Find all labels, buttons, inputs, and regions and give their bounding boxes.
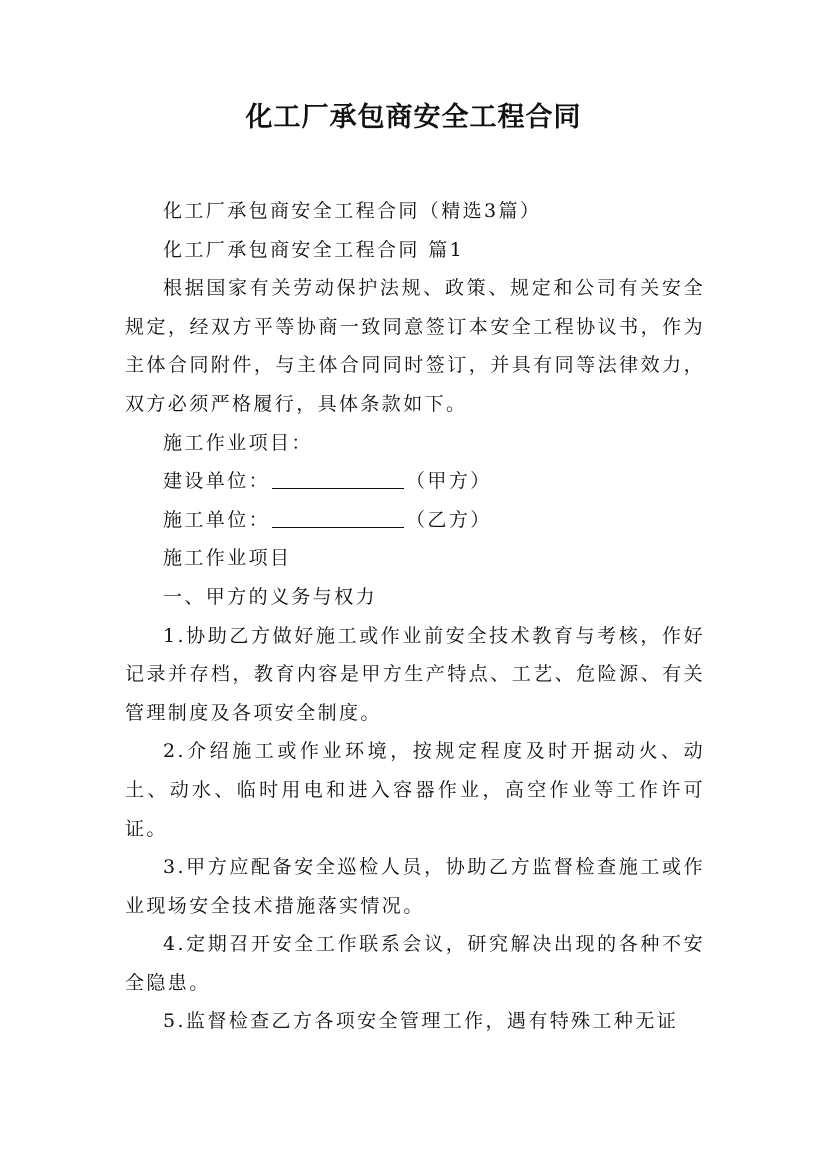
document-body [125,192,705,1041]
clause-3: 3.甲方应配备安全巡检人员，协助乙方监督检查施工或作业现场安全技术措施落实情况。 [125,856,705,917]
contractor-party: （乙方） [406,508,492,531]
clause-1: 1.协助乙方做好施工或作业前安全技术教育与考核，作好记录并存档，教育内容是甲方生产特点、工艺、危险源、有关管理制度及各项安全制度。 [125,624,705,724]
clause-4: 4.定期召开安全工作联系会议，研究解决出现的各种不安全隐患。 [125,933,705,994]
builder-party: （甲方） [406,470,492,493]
document-subtitle: 化工厂承包商安全工程合同（精选3篇） [163,200,542,222]
clause-2: 2.介绍施工或作业环境，按规定程度及时开据动火、动土、动水、临时用电和进入容器作业，高空作业等工作许可证。 [125,740,705,840]
contractor-label: 施工单位： [163,508,271,531]
section-1-heading: 一、甲方的义务与权力 [163,585,378,608]
builder-line [125,462,705,501]
intro-paragraph: 根据国家有关劳动保护法规、政策、规定和公司有关安全规定，经双方平等协商一致同意签订本安全工程协议书，作为主体合同附件，与主体合同同时签订，并具有同等法律效力，双方必须严格履行，具体条款如下。 [125,277,705,415]
clause-5: 5.监督检查乙方各项安全管理工作，遇有特殊工种无证 [163,1010,679,1033]
builder-blank [272,468,404,489]
builder-label: 建设单位： [163,470,271,493]
project-label-2: 施工作业项目 [163,547,292,570]
project-label: 施工作业项目： [163,431,313,454]
contractor-blank [272,507,404,528]
contractor-line [125,501,705,540]
document-title: 化工厂承包商安全工程合同 [245,102,582,133]
article-heading: 化工厂承包商安全工程合同 篇1 [163,238,465,261]
